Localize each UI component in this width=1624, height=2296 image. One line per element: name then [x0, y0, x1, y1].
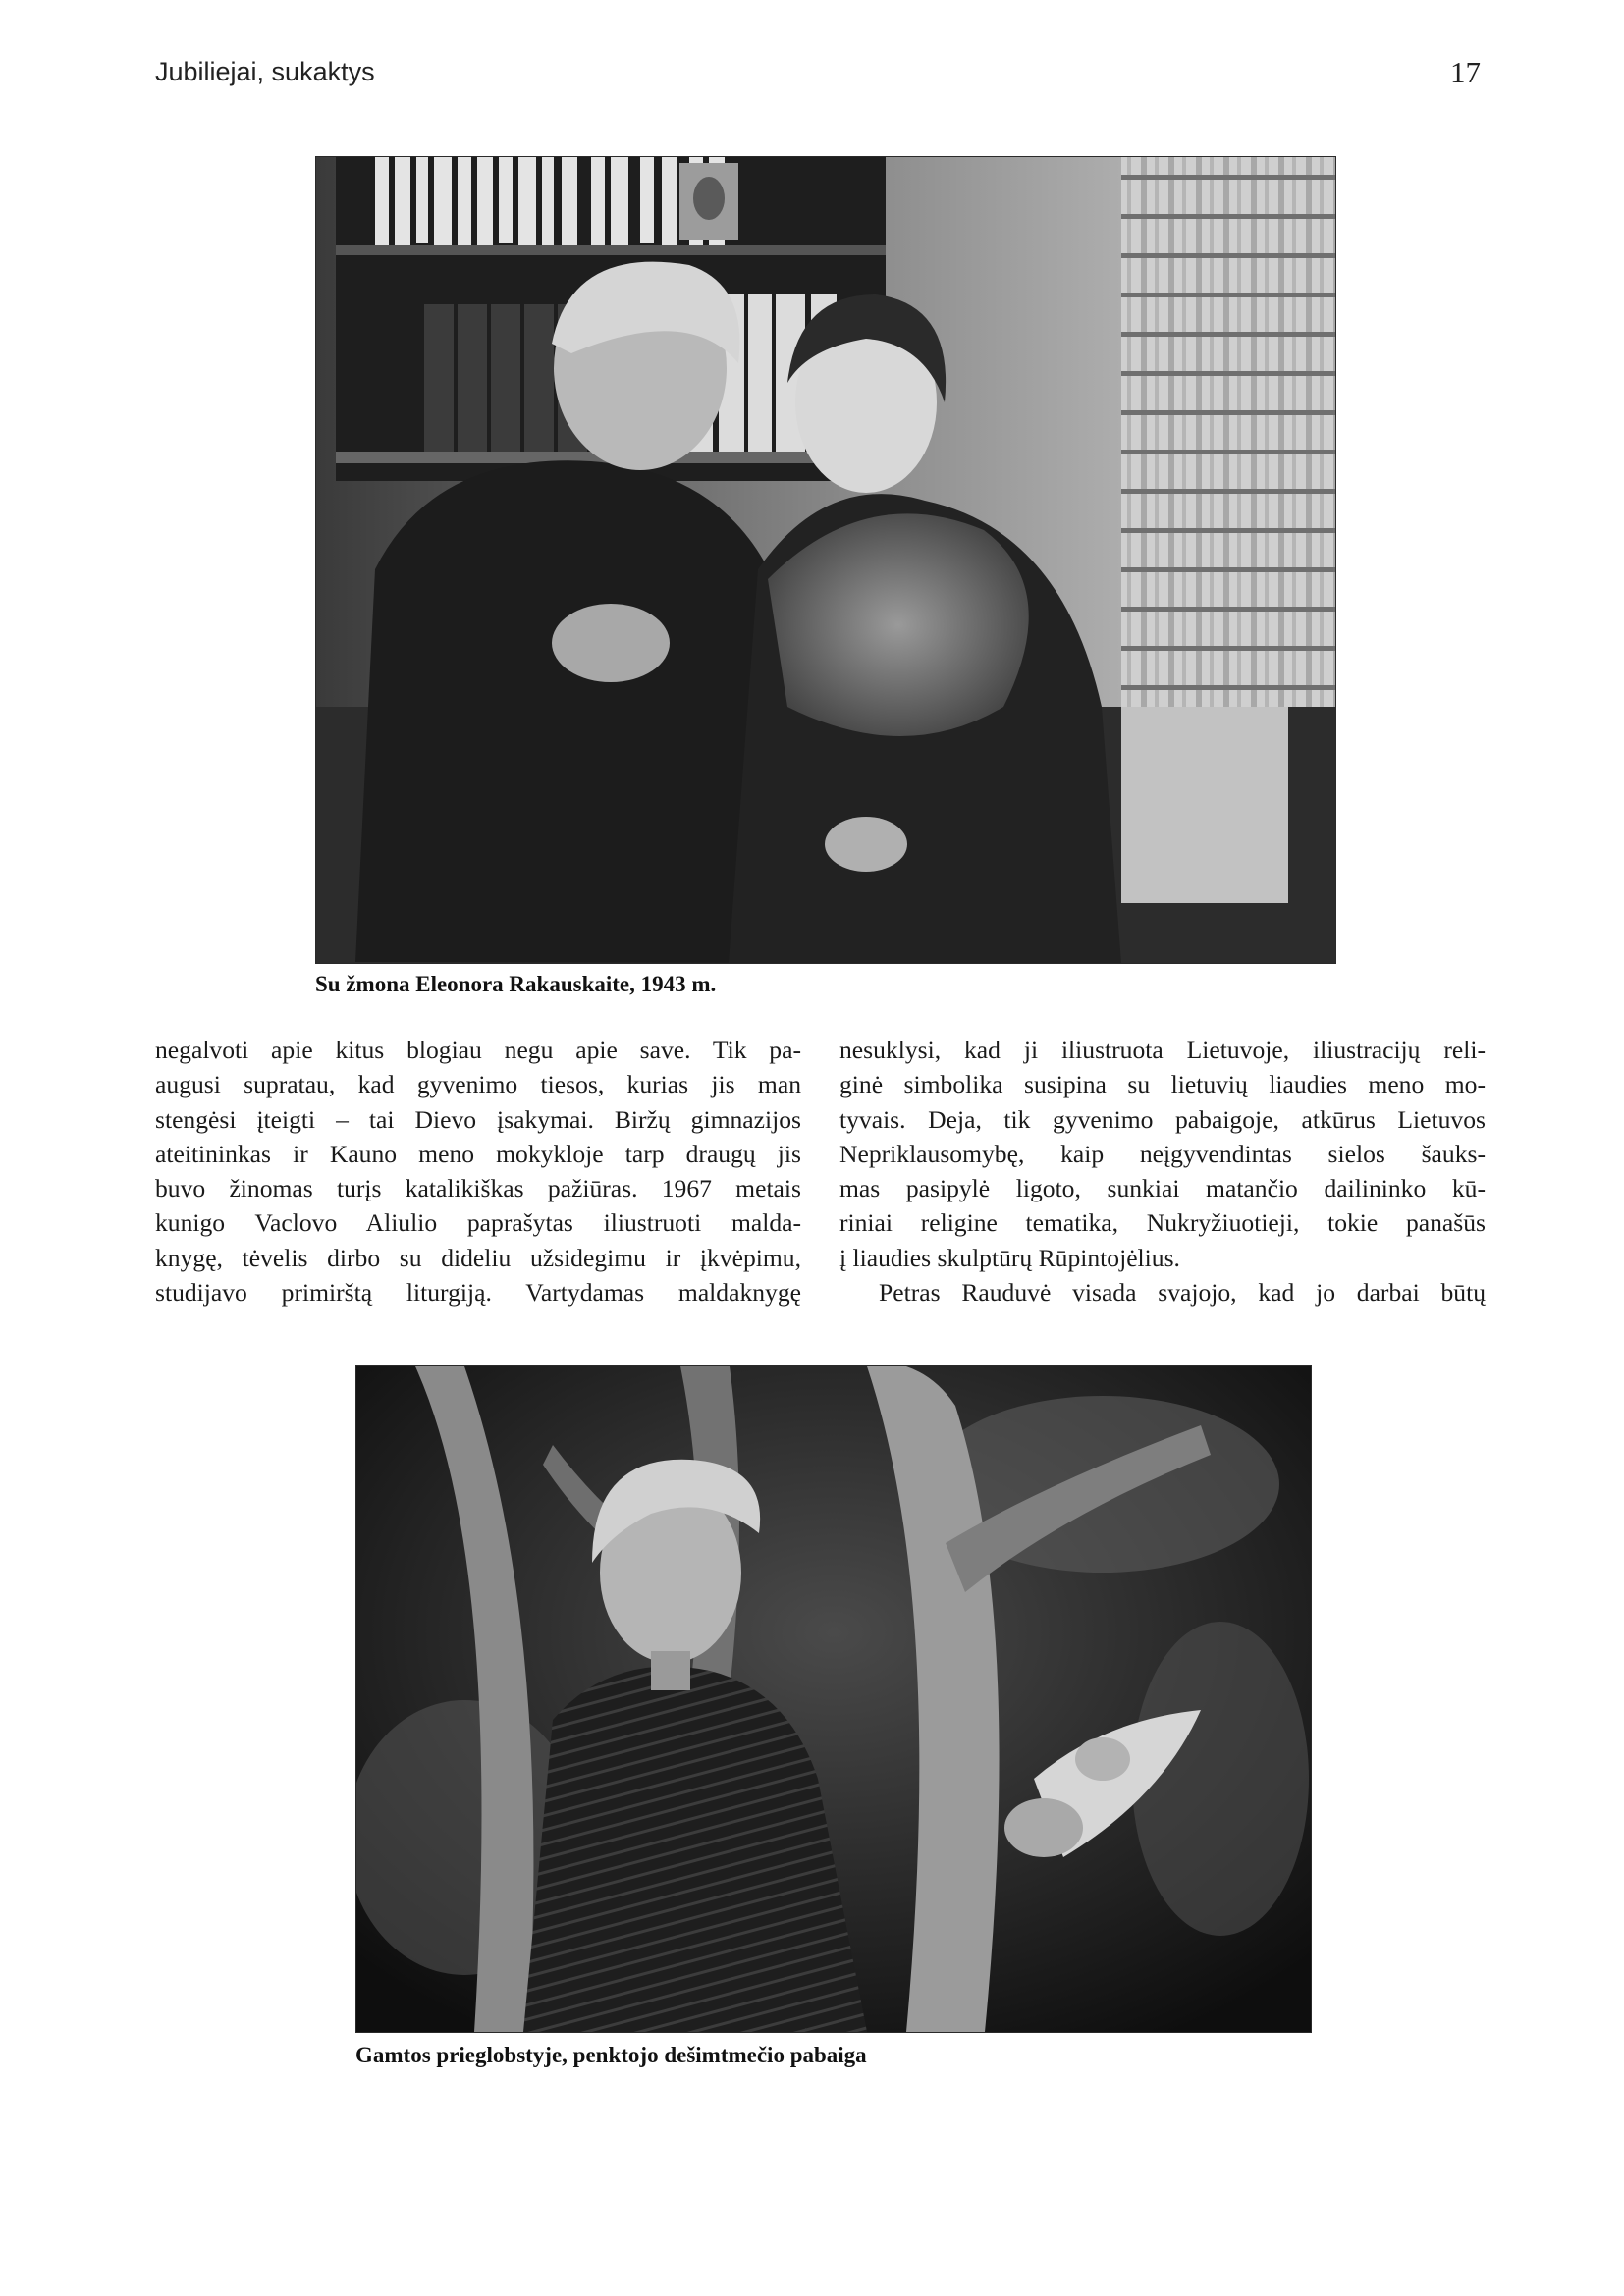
text-line: ginė simbolika susipina su lietuvių liaudies meno mo- — [839, 1070, 1486, 1099]
text-line: augusi supratau, kad gyvenimo tiesos, kurias jis man — [155, 1070, 801, 1099]
outdoor-sketching-photograph — [355, 1365, 1312, 2033]
text-line: negalvoti apie kitus blogiau negu apie save. Tik pa- — [155, 1036, 801, 1064]
text-line: buvo žinomas turįs katalikiškas pažiūras. 1967 metais — [155, 1174, 801, 1203]
text-line: stengėsi įteigti – tai Dievo įsakymai. Biržų gimnazijos — [155, 1104, 801, 1134]
figure-caption-2: Gamtos prieglobstyje, penktojo dešimtmečio pabaiga — [355, 2043, 867, 2067]
body-column-left — [155, 1033, 801, 1309]
text-line: Nepriklausomybę, kaip neįgyvendintas sielos šauks- — [839, 1139, 1486, 1168]
body-paragraph — [839, 1033, 1486, 1275]
text-line: riniai religine tematika, Nukryžiuotieji, tokie panašūs — [839, 1208, 1486, 1238]
running-head: Jubiliejai, sukaktys — [155, 57, 375, 86]
page-number: 17 — [1450, 55, 1481, 89]
text-line: Petras Rauduvė visada svajojo, kad jo darbai būtų — [879, 1278, 1486, 1308]
couple-photograph — [315, 156, 1336, 964]
text-line: kunigo Vaclovo Aliulio paprašytas iliustruoti malda- — [155, 1208, 801, 1238]
body-paragraph — [839, 1275, 1486, 1309]
text-line: į liaudies skulptūrų Rūpintojėlius. — [839, 1243, 1180, 1272]
text-line: mas pasipylė ligoto, sunkiai matančio dailininko kū- — [839, 1174, 1486, 1203]
body-column-right — [839, 1033, 1486, 1309]
figure-caption-1: Su žmona Eleonora Rakauskaite, 1943 m. — [315, 972, 717, 996]
body-paragraph — [155, 1033, 801, 1309]
text-line: nesuklysi, kad ji iliustruota Lietuvoje, iliustracijų reli- — [839, 1036, 1486, 1064]
text-line: ateitininkas ir Kauno meno mokykloje tarp draugų jis — [155, 1139, 801, 1168]
text-line: knygę, tėvelis dirbo su dideliu užsidegimu ir įkvėpimu, — [155, 1243, 801, 1272]
text-line: studijavo primirštą liturgiją. Vartydamas maldaknygę — [155, 1278, 801, 1308]
text-line: tyvais. Deja, tik gyvenimo pabaigoje, atkūrus Lietuvos — [839, 1104, 1486, 1134]
